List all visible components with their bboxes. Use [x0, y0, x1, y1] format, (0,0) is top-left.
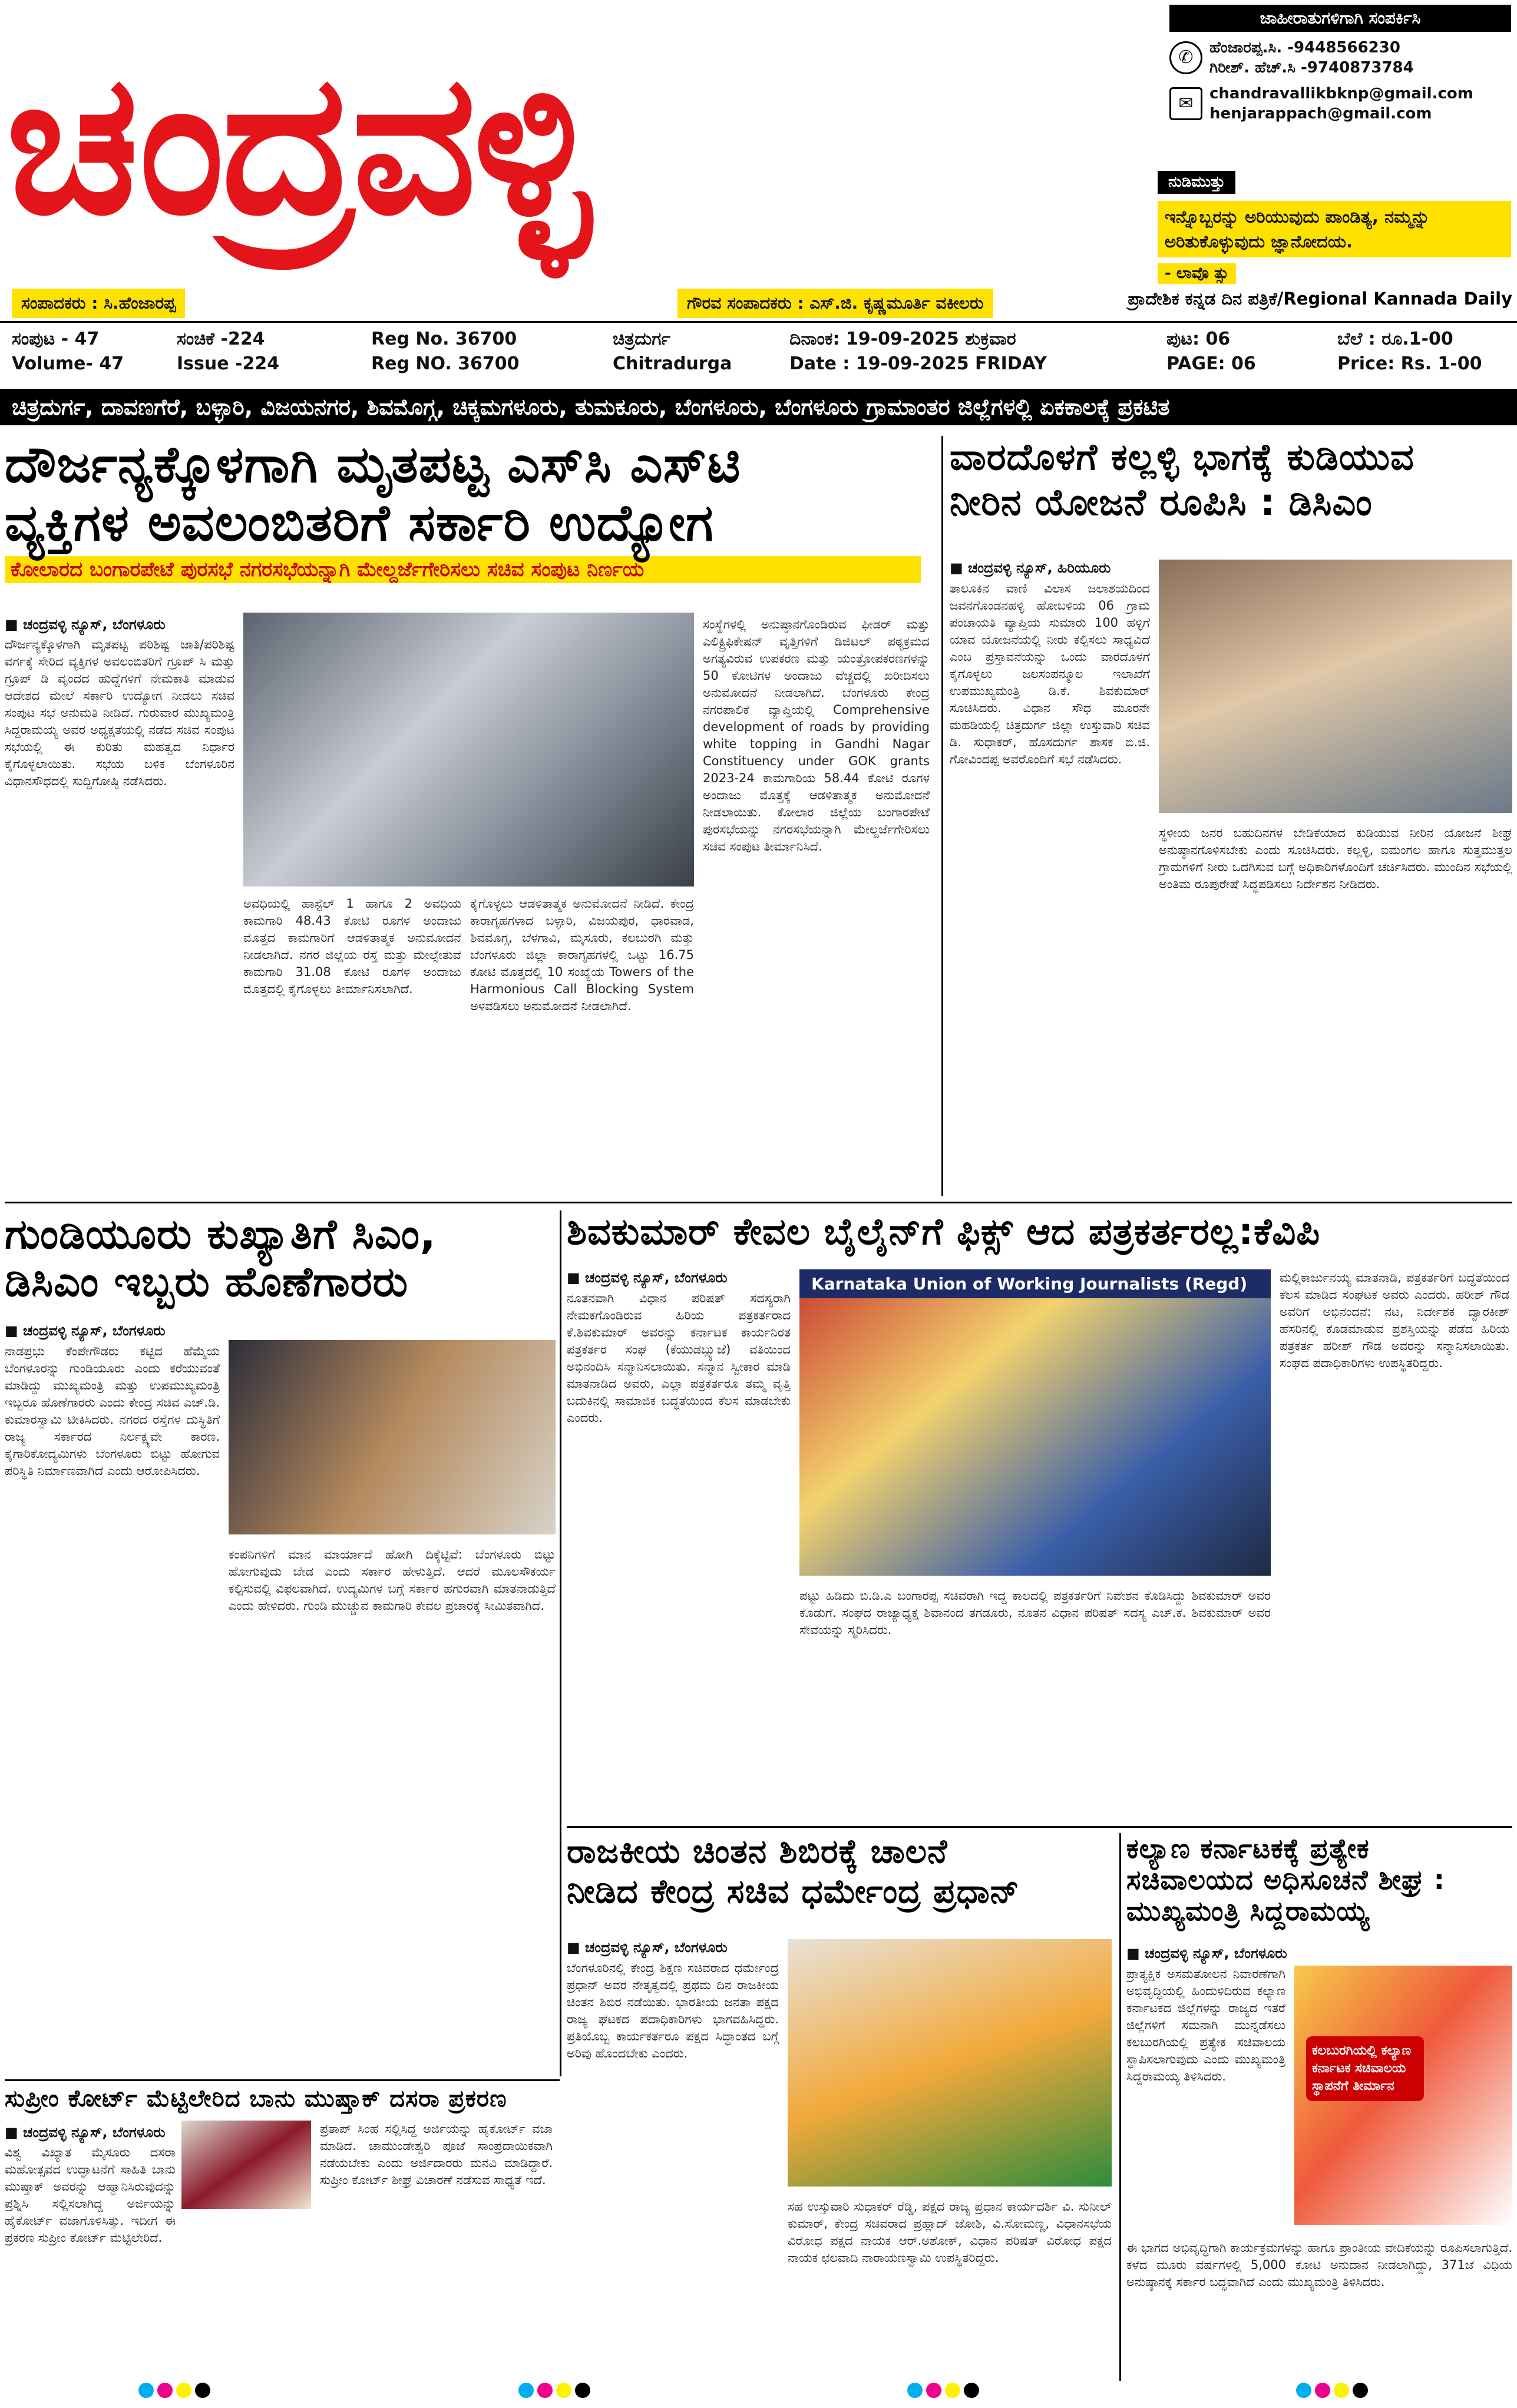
phone-line-1: ಹೆಂಜಾರಪ್ಪ.ಸಿ. -9448566230: [1209, 39, 1400, 57]
page-en: PAGE: 06: [1166, 353, 1256, 374]
headline-line-2: ಡಿಸಿಎಂ ಇಬ್ಬರು ಹೊಣೆಗಾರರು: [5, 1257, 408, 1306]
article-column-4: ಸಂಸ್ಥೆಗಳಲ್ಲಿ ಅನುಷ್ಠಾನಗೊಂಡಿರುವ ಫೀಡರ್ ಮತ್ತು ಎಲಿಕ್ಟ್ರಿಫಿಕೇಷನ್ ವೃತ್ತಿಗಳಿಗೆ ಡಿಜಿಟಲ್ ಪಠ್ಯಕ್ರಮದ ಅಗತ್ಯವಿರುವ ಉಪಕರಣ ಮತ್ತು ಯಂತ್ರೋಪಕರಣಗಳನ್ನು 50 ಕೋಟಿಗಳ ಅಂದಾಜು ವೆಚ್ಚದಲ್ಲಿ ಖರೀದಿಸಲು ಅನುಮೋದನೆ ನೀಡಲಾಗಿದೆ. ಬೆಂಗಳೂರು ಕೇಂದ್ರ ನಗರಪಾಲಿಕೆ ವ್ಯಾಪ್ತಿಯಲ್ಲಿ Comprehensive development of roads by providing white topping in Gandhi Nagar Constituency under GOK grants 2023-24 ಕಾಮಗಾರಿಯ 58.44 ಕೋಟಿ ರೂಗಳ ಅಂದಾಜು ಮೊತ್ತಕ್ಕೆ ಆಡಳಿತಾತ್ಮಕ ಅನುಮೋದನೆ ನೀಡಲಾಯಿತು. ಕೋಲಾರ ಜಿಲ್ಲೆಯ ಬಂಗಾರಪೇಟೆ ಪುರಸಭೆಯನ್ನು ನಗರಸಭೆಯನ್ನಾಗಿ ಮೇಲ್ದರ್ಜೆಗೇರಿಸಲು ಸಚಿವ ಸಂಪುಟ ತೀರ್ಮಾನಿಸಿದೆ.: [703, 617, 930, 854]
headline-line-2: ಸಚಿವಾಲಯದ ಅಧಿಸೂಚನೆ ಶೀಘ್ರ :: [1126, 1863, 1446, 1896]
article-column-1: ಪ್ರಾತ್ಯಕ್ಷಿಕ ಅಸಮತೋಲನ ನಿವಾರಣೆಗಾಗಿ ಅಭಿವೃದ್ಧಿಯಲ್ಲಿ ಹಿಂದುಳಿದಿರುವ ಕಲ್ಯಾಣ ಕರ್ನಾಟಕದ ಜಿಲ್ಲೆಗಳನ್ನು ರಾಜ್ಯದ ಇತರೆ ಜಿಲ್ಲೆಗಳಿಗೆ ಸಮನಾಗಿ ಮುನ್ನಡೆಸಲು ಕಲಬುರಗಿಯಲ್ಲಿ ಪ್ರತ್ಯೇಕ ಸಚಿವಾಲಯ ಸ್ಥಾಪಿಸಲಾಗುವುದು ಎಂದು ಮುಖ್ಯಮಂತ್ರಿ ಸಿದ್ದರಾಮಯ್ಯ ತಿಳಿಸಿದರು.: [1126, 1967, 1285, 2083]
article-column-1: ಬೆಂಗಳೂರಿನಲ್ಲಿ ಕೇಂದ್ರ ಶಿಕ್ಷಣ ಸಚಿವರಾದ ಧರ್ಮೇಂದ್ರ ಪ್ರಧಾನ್ ಅವರ ನೇತೃತ್ವದಲ್ಲಿ ಪ್ರಥಮ ದಿನ ರಾಜಕೀಯ ಚಿಂತನ ಶಿಬಿರ ನಡೆಯಿತು. ಭಾರತೀಯ ಜನತಾ ಪಕ್ಷದ ರಾಜ್ಯ ಘಟಕದ ಪದಾಧಿಕಾರಿಗಳು ಭಾಗವಹಿಸಿದ್ದರು. ಪ್ರತಿಯೊಬ್ಬ ಕಾರ್ಯಕರ್ತರೂ ಪಕ್ಷದ ಸಿದ್ಧಾಂತದ ಬಗ್ಗೆ ಅರಿವು ಹೊಂದಬೇಕು ಎಂದರು.: [567, 1961, 779, 2060]
byline: ■ ಚಂದ್ರವಳ್ಳಿ ನ್ಯೂಸ್, ಬೆಂಗಳೂರು: [5, 616, 166, 633]
email-icon: ✉: [1169, 87, 1202, 120]
meeting-photo: [1159, 560, 1512, 813]
byline: ■ ಚಂದ್ರವಳ್ಳಿ ನ್ಯೂಸ್, ಬೆಂಗಳೂರು: [567, 1939, 728, 1956]
announcement-poster: [1294, 1966, 1512, 2225]
byline: ■ ಚಂದ್ರವಳ್ಳಿ ನ್ಯೂಸ್, ಬೆಂಗಳೂರು: [5, 2124, 166, 2141]
phone-row: [1169, 38, 1511, 78]
phone-icon: ✆: [1169, 41, 1202, 74]
place-en: Chitradurga: [613, 353, 732, 374]
article-column-1: ದೌರ್ಜನ್ಯಕ್ಕೊಳಗಾಗಿ ಮೃತಪಟ್ಟ ಪರಿಶಿಷ್ಟ ಜಾತಿ/ಪರಿಶಿಷ್ಟ ವರ್ಗಕ್ಕೆ ಸೇರಿದ ವ್ಯಕ್ತಿಗಳ ಅವಲಂಬಿತರಿಗೆ ಗ್ರೂಪ್ ಸಿ ಮತ್ತು ಗ್ರೂಪ್ ಡಿ ವೃಂದದ ಹುದ್ದೆಗಳಿಗೆ ನೇಮಕಾತಿ ಮಾಡುವ ಆದೇಶದ ಮೇಲೆ ಸರ್ಕಾರಿ ಉದ್ಯೋಗ ನೀಡಲು ಸಚಿವ ಸಂಪುಟ ಸಭೆ ಅನುಮತಿ ನೀಡಿದೆ. ಗುರುವಾರ ಮುಖ್ಯಮಂತ್ರಿ ಸಿದ್ದರಾಮಯ್ಯ ಅವರ ಅಧ್ಯಕ್ಷತೆಯಲ್ಲಿ ನಡೆದ ಸಚಿವ ಸಂಪುಟ ಸಭೆಯಲ್ಲಿ ಈ ಕುರಿತು ಮಹತ್ವದ ನಿರ್ಧಾರ ಕೈಗೊಳ್ಳಲಾಯಿತು. ಸಭೆಯ ಬಳಿಕ ಬೆಂಗಳೂರಿನ ವಿಧಾನಸೌಧದಲ್ಲಿ ಸುದ್ದಿಗೋಷ್ಠಿ ನಡೆಸಿದರು.: [5, 637, 234, 788]
headline-line-1: ಕಲ್ಯಾಣ ಕರ್ನಾಟಕಕ್ಕೆ ಪ್ರತ್ಯೇಕ: [1126, 1833, 1370, 1864]
article-column-1: ನೂತನವಾಗಿ ವಿಧಾನ ಪರಿಷತ್ ಸದಸ್ಯರಾಗಿ ನೇಮಕಗೊಂಡಿರುವ ಹಿರಿಯ ಪತ್ರಕರ್ತರಾದ ಕೆ.ಶಿವಕುಮಾರ್ ಅವರನ್ನು ಕರ್ನಾಟಕ ಕಾರ್ಯನಿರತ ಪತ್ರಕರ್ತರ ಸಂಘ (ಕೆಯುಡಬ್ಲ್ಯುಜೆ) ವತಿಯಿಂದ ಅಭಿನಂದಿಸಿ ಸನ್ಮಾನಿಸಲಾಯಿತು. ಸನ್ಮಾನ ಸ್ವೀಕಾರ ಮಾಡಿ ಮಾತನಾಡಿದ ಅವರು, ಎಲ್ಲಾ ಪತ್ರಕರ್ತರೂ ತಮ್ಮ ವೃತ್ತಿ ಬದುಕಿನಲ್ಲಿ ಸಾಮಾಜಿಕ ಬದ್ಧತೆಯಿಂದ ಕೆಲಸ ಮಾಡಬೇಕು ಎಂದರು.: [567, 1291, 791, 1425]
headline-line-2: ನೀಡಿದ ಕೇಂದ್ರ ಸಚಿವ ಧರ್ಮೇಂದ್ರ ಪ್ರಧಾನ್: [567, 1873, 1020, 1911]
leaders-photo: [229, 1340, 556, 1534]
quote-author: - ಲಾವೊ ತ್ಸು: [1158, 263, 1236, 284]
honorary-editor: ಗೌರವ ಸಂಪಾದಕರು : ಎಸ್.ಜಿ. ಕೃಷ್ಣಮೂರ್ತಿ ವಕೀಲರು: [677, 289, 993, 318]
tagline: ಪ್ರಾದೇಶಿಕ ಕನ್ನಡ ದಿನ ಪತ್ರಿಕೆ/Regional Kannada Daily: [1128, 289, 1512, 309]
column-divider: [560, 1210, 561, 2076]
headline: ಶಿವಕುಮಾರ್ ಕೇವಲ ಬೈಲೈನ್‌ಗೆ ಫಿಕ್ಸ್ ಆದ ಪತ್ರಕರ್ತರಲ್ಲ:ಕೆವಿಪಿ: [567, 1210, 1321, 1253]
byline: ■ ಚಂದ್ರವಳ್ಳಿ ನ್ಯೂಸ್, ಬೆಂಗಳೂರು: [1126, 1945, 1287, 1962]
cabinet-meeting-photo: [243, 613, 694, 887]
newspaper-logo: ಚಂದ್ರವಳ್ಳಿ: [6, 31, 588, 257]
phone-line-2: ಗಿರೀಶ್. ಹೆಚ್.ಸಿ -9740873784: [1209, 59, 1414, 77]
date-en: Date : 19-09-2025 FRIDAY: [789, 353, 1047, 374]
article-column-3: ಮಲ್ಲಿಕಾರ್ಜುನಯ್ಯ ಮಾತನಾಡಿ, ಪತ್ರಕರ್ತರಿಗೆ ಬದ್ಧತೆಯಿಂದ ಕೆಲಸ ಮಾಡಿದ ಸಂಘಟಕ ಅವರು ಎಂದರು. ಹರೀಶ್ ಗೌಡ ಅವರಿಗೆ ಅಭಿನಂದನೆ: ನಟ, ನಿರ್ದೇಶಕ ದ್ವಾರಕೀಶ್ ಹೆಸರಿನಲ್ಲಿ ಕೊಡಮಾಡುವ ಪ್ರಶಸ್ತಿಯನ್ನು ಪಡೆದ ಹಿರಿಯ ಪತ್ರಕರ್ತ ಹರೀಶ್ ಗೌಡ ಅವರನ್ನು ಸನ್ಮಾನಿಸಲಾಯಿತು. ಸಂಘದ ಪದಾಧಿಕಾರಿಗಳು ಉಪಸ್ಥಿತರಿದ್ದರು.: [1280, 1271, 1509, 1370]
color-registration-marks: [518, 2383, 590, 2398]
samputa-kn: ಸಂಪುಟ - 47: [12, 329, 100, 349]
felicitation-photo: [799, 1269, 1271, 1576]
article-column-2: ಕಂಪನಿಗಳಿಗೆ ಮಾನ ಮಾರ್ಯಾದೆ ಹೋಗಿ ದಿಕ್ಕೆಟ್ಟಿವೆ: ಬೆಂಗಳೂರು ಬಿಟ್ಟು ಹೋಗುವುದು ಬೇಡ ಎಂದು ಸರ್ಕಾರ ಹೇಳುತ್ತಿದೆ. ಆದರೆ ಮೂಲಸೌಕರ್ಯ ಕಲ್ಪಿಸುವಲ್ಲಿ ವಿಫಲವಾಗಿದೆ. ಉದ್ಯಮಿಗಳ ಬಗ್ಗೆ ಸರ್ಕಾರ ಹಗುರವಾಗಿ ಮಾತನಾಡುತ್ತಿದೆ ಎಂದು ಹೇಳಿದರು. ಗುಂಡಿ ಮುಚ್ಚುವ ಕಾಮಗಾರಿ ಕೇವಲ ಪ್ರಚಾರಕ್ಕೆ ಸೀಮಿತವಾಗಿದೆ.: [229, 1547, 556, 1613]
headline-line-1: ದೌರ್ಜನ್ಯಕ್ಕೊಳಗಾಗಿ ಮೃತಪಟ್ಟ ಎಸ್‌ಸಿ ಎಸ್‌ಟಿ: [5, 435, 741, 494]
article-drinking-water-project: [950, 436, 1512, 1196]
camp-inauguration-photo: [788, 1939, 1112, 2187]
article-column-2: ಸ್ಥಳೀಯ ಜನರ ಬಹುದಿನಗಳ ಬೇಡಿಕೆಯಾದ ಕುಡಿಯುವ ನೀರಿನ ಯೋಜನೆ ಶೀಘ್ರ ಅನುಷ್ಠಾನಗೊಳಿಸಬೇಕು ಎಂದು ಸೂಚಿಸಿದರು. ಕಲ್ಲಳ್ಳಿ, ಐಮಂಗಲ ಹಾಗೂ ಸುತ್ತಮುತ್ತಲ ಗ್ರಾಮಗಳಿಗೆ ನೀರು ಒದಗಿಸುವ ಬಗ್ಗೆ ಅಧಿಕಾರಿಗಳೊಂದಿಗೆ ಚರ್ಚಿಸಿದರು. ಮುಂದಿನ ಸಭೆಯಲ್ಲಿ ಅಂತಿಮ ರೂಪುರೇಷೆ ಸಿದ್ಧಪಡಿಸಲು ನಿರ್ದೇಶನ ನೀಡಿದರು.: [1159, 826, 1512, 891]
quote-tag: ನುಡಿಮುತ್ತು: [1158, 171, 1235, 194]
article-column-2: ಸಹ ಉಸ್ತುವಾರಿ ಸುಧಾಕರ್ ರೆಡ್ಡಿ, ಪಕ್ಷದ ರಾಜ್ಯ ಪ್ರಧಾನ ಕಾರ್ಯದರ್ಶಿ ವಿ. ಸುನೀಲ್ ಕುಮಾರ್, ಕೇಂದ್ರ ಸಚಿವರಾದ ಪ್ರಹ್ಲಾದ್ ಜೋಶಿ, ವಿ.ಸೋಮಣ್ಣ, ವಿಧಾನಸಭೆಯ ವಿರೋಧ ಪಕ್ಷದ ನಾಯಕ ಆರ್.ಅಶೋಕ್, ವಿಧಾನ ಪರಿಷತ್ ವಿರೋಧ ಪಕ್ಷದ ನಾಯಕ ಛಲವಾದಿ ನಾರಾಯಣಸ್ವಾಮಿ ಉಪಸ್ಥಿತರಿದ್ದರು.: [788, 2199, 1112, 2265]
article-column-2: ಈ ಭಾಗದ ಅಭಿವೃದ್ಧಿಗಾಗಿ ಕಾರ್ಯಕ್ರಮಗಳನ್ನು ಹಾಗೂ ಪ್ರಾಂತೀಯ ವೇದಿಕೆಯನ್ನು ರೂಪಿಸಲಾಗುತ್ತಿದೆ. ಕಳೆದ ಮೂರು ವರ್ಷಗಳಲ್ಲಿ 5,000 ಕೋಟಿ ಅನುದಾನ ನೀಡಲಾಗಿದ್ದು, 371ಜೆ ವಿಧಿಯ ಅನುಷ್ಠಾನಕ್ಕೆ ಸರ್ಕಾರ ಬದ್ಧವಾಗಿದೆ ಎಂದು ಮುಖ್ಯಮಂತ್ರಿ ತಿಳಿಸಿದರು.: [1126, 2241, 1512, 2289]
article-column-2: ಪ್ರತಾಪ್ ಸಿಂಹ ಸಲ್ಲಿಸಿದ್ದ ಅರ್ಜಿಯನ್ನು ಹೈಕೋರ್ಟ್ ವಜಾ ಮಾಡಿದೆ. ಚಾಮುಂಡೇಶ್ವರಿ ಪೂಜೆ ಸಾಂಪ್ರದಾಯಿಕವಾಗಿ ನಡೆಯಬೇಕು ಎಂದು ಅರ್ಜಿದಾರರು ಮನವಿ ಮಾಡಿದ್ದಾರೆ. ಸುಪ್ರೀಂ ಕೋರ್ಟ್ ಶೀಘ್ರ ವಿಚಾರಣೆ ನಡೆಸುವ ಸಾಧ್ಯತೆ ಇದೆ.: [320, 2122, 553, 2187]
headline-line-3: ಮುಖ್ಯಮಂತ್ರಿ ಸಿದ್ದರಾಮಯ್ಯ: [1126, 1894, 1370, 1927]
article-potholes-criticism: [5, 1210, 556, 2076]
article-column-2: ಪಟ್ಟು ಹಿಡಿದು ಬಿ.ಡಿ.ಎ ಬಂಗಾರಪ್ಪ ಸಚಿವರಾಗಿ ಇದ್ದ ಕಾಲದಲ್ಲಿ ಪತ್ರಕರ್ತರಿಗೆ ನಿವೇಶನ ಕೊಡಿಸಿದ್ದು ಶಿವಕುಮಾರ್ ಅವರ ಕೊಡುಗೆ. ಸಂಘದ ರಾಜ್ಯಾಧ್ಯಕ್ಷ ಶಿವಾನಂದ ತಗಡೂರು, ನೂತನ ವಿಧಾನ ಪರಿಷತ್ ಸದಸ್ಯ ಎಚ್.ಕೆ. ಶಿವಕುಮಾರ್ ಅವರ ಸೇವೆಯನ್ನು ಸ್ಮರಿಸಿದರು.: [799, 1589, 1271, 1637]
section-divider: [5, 2079, 560, 2081]
headline-line-1: ಗುಂಡಿಯೂರು ಕುಖ್ಯಾತಿಗೆ ಸಿಎಂ,: [5, 1210, 437, 1258]
sanchike-kn: ಸಂಚಿಕೆ -224: [177, 329, 265, 349]
advertising-contact-box: [1169, 5, 1511, 167]
article-column-1: ತಾಲೂಕಿನ ವಾಣಿ ವಿಲಾಸ ಜಲಾಶಯದಿಂದ ಜವನಗೊಂಡನಹಳ್ಳಿ ಹೋಬಳಿಯ 06 ಗ್ರಾಮ ಪಂಚಾಯತಿ ವ್ಯಾಪ್ತಿಯ ಸುಮಾರು 100 ಹಳ್ಳಿಗೆ ಯಾವ ಯೋಜನೆಯಲ್ಲಿ ನೀರು ಕಲ್ಪಿಸಲು ಸಾಧ್ಯವಿದೆ ಎಂಬ ಪ್ರಸ್ತಾವನೆಯನ್ನು ಒಂದು ವಾರದೊಳಗೆ ಕೈಗೊಳ್ಳಲು ಜಲಸಂಪನ್ಮೂಲ ಇಲಾಖೆಗೆ ಉಪಮುಖ್ಯಮಂತ್ರಿ ಡಿ.ಕೆ. ಶಿವಕುಮಾರ್ ಸೂಚಿಸಿದರು. ವಿಧಾನ ಸೌಧ ಮೂರನೇ ಮಹಡಿಯಲ್ಲಿ ಚಿತ್ರದುರ್ಗ ಜಿಲ್ಲಾ ಉಸ್ತುವಾರಿ ಸಚಿವ ಡಿ. ಸುಧಾಕರ್, ಹೊಸದುರ್ಗ ಶಾಸಕ ಬಿ.ಜಿ. ಗೋವಿಂದಪ್ಪ ಅವರೊಂದಿಗೆ ಸಭೆ ನಡೆಸಿದರು.: [950, 581, 1150, 766]
price-en: Price: Rs. 1-00: [1337, 353, 1482, 374]
email-row: [1169, 84, 1511, 124]
column-divider: [1119, 1833, 1121, 2381]
article-journalist-felicitation: [567, 1210, 1512, 1823]
editor-name: ಸಂಪಾದಕರು : ಸಿ.ಹೆಂಜಾರಪ್ಪ: [12, 289, 185, 318]
contact-title: ಜಾಹೀರಾತುಗಳಿಗಾಗಿ ಸಂಪರ್ಕಿಸಿ: [1169, 5, 1511, 32]
subheadline: ಕೋಲಾರದ ಬಂಗಾರಪೇಟೆ ಪುರಸಭೆ ನಗರಸಭೆಯನ್ನಾಗಿ ಮೇಲ್ದರ್ಜೆಗೇರಿಸಲು ಸಚಿವ ಸಂಪುಟ ನಿರ್ಣಯ: [5, 556, 921, 583]
headline-line-2: ನೀರಿನ ಯೋಜನೆ ರೂಪಿಸಿ : ಡಿಸಿಎಂ: [950, 481, 1373, 524]
price-kn: ಬೆಲೆ : ರೂ.1-00: [1337, 329, 1453, 349]
date-kn: ದಿನಾಂಕ: 19-09-2025 ಶುಕ್ರವಾರ: [789, 329, 1016, 349]
byline: ■ ಚಂದ್ರವಳ್ಳಿ ನ್ಯೂಸ್, ಹಿರಿಯೂರು: [950, 560, 1111, 576]
email-line-1[interactable]: chandravallikbknp@gmail.com: [1209, 85, 1473, 102]
issue-info-bar: [0, 321, 1517, 386]
section-divider: [567, 1826, 1512, 1828]
supreme-court-photo: [181, 2121, 311, 2209]
article-kalyana-karnataka: [1126, 1833, 1512, 2381]
issue-en: Issue -224: [177, 353, 280, 374]
page-kn: ಪುಟ: 06: [1166, 329, 1231, 349]
article-column-1: ವಿಶ್ವ ವಿಖ್ಯಾತ ಮೈಸೂರು ದಸರಾ ಮಹೋತ್ಸವದ ಉದ್ಘಾಟನೆಗೆ ಸಾಹಿತಿ ಬಾನು ಮುಷ್ತಾಕ್ ಅವರನ್ನು ಆಹ್ವಾನಿಸಿರುವುದನ್ನು ಪ್ರಶ್ನಿಸಿ ಸಲ್ಲಿಸಲಾಗಿದ್ದ ಅರ್ಜಿಯನ್ನು ಹೈಕೋರ್ಟ್ ವಜಾಗೊಳಿಸಿತ್ತು. ಇದೀಗ ಈ ಪ್ರಕರಣ ಸುಪ್ರೀಂ ಕೋರ್ಟ್ ಮೆಟ್ಟಿಲೇರಿದೆ.: [5, 2145, 176, 2245]
headline-line-2: ವ್ಯಕ್ತಿಗಳ ಅವಲಂಬಿತರಿಗೆ ಸರ್ಕಾರಿ ಉದ್ಯೋಗ: [5, 493, 714, 553]
email-line-2[interactable]: henjarappach@gmail.com: [1209, 105, 1432, 123]
districts-bar: ಚಿತ್ರದುರ್ಗ, ದಾವಣಗೆರೆ, ಬಳ್ಳಾರಿ, ವಿಜಯನಗರ, ಶಿವಮೊಗ್ಗ, ಚಿಕ್ಕಮಗಳೂರು, ತುಮಕೂರು, ಬೆಂಗಳೂರು, ಬೆಂಗಳೂರು ಗ್ರಾಮಾಂತರ ಜಿಲ್ಲೆಗಳಲ್ಲಿ ಏಕಕಾಲಕ್ಕೆ ಪ್ರಕಟಿತ: [0, 389, 1517, 425]
headline-line-1: ರಾಜಕೀಯ ಚಿಂತನ ಶಿಬಿರಕ್ಕೆ ಚಾಲನೆ: [567, 1833, 948, 1871]
quote-of-the-day: [1158, 171, 1511, 295]
article-column-1: ನಾಡಪ್ರಭು ಕೆಂಪೇಗೌಡರು ಕಟ್ಟಿದ ಹೆಮ್ಮೆಯ ಬೆಂಗಳೂರನ್ನು ಗುಂಡಿಯೂರು ಎಂದು ಕರೆಯುವಂತೆ ಮಾಡಿದ್ದು ಮುಖ್ಯಮಂತ್ರಿ ಮತ್ತು ಉಪಮುಖ್ಯಮಂತ್ರಿ ಇಬ್ಬರೂ ಹೊಣೆಗಾರರು ಎಂದು ಕೇಂದ್ರ ಸಚಿವ ಎಚ್.ಡಿ. ಕುಮಾರಸ್ವಾಮಿ ಟೀಕಿಸಿದರು. ನಗರದ ರಸ್ತೆಗಳ ದುಸ್ಥಿತಿಗೆ ರಾಜ್ಯ ಸರ್ಕಾರದ ನಿರ್ಲಕ್ಷ್ಯವೇ ಕಾರಣ. ಕೈಗಾರಿಕೋದ್ಯಮಿಗಳು ಬೆಂಗಳೂರು ಬಿಟ್ಟು ಹೋಗುವ ಪರಿಸ್ಥಿತಿ ನಿರ್ಮಾಣವಾಗಿದೆ ಎಂದು ಆರೋಪಿಸಿದರು.: [5, 1344, 220, 1478]
article-supreme-court-dasara: [5, 2085, 556, 2380]
headline-line-1: ವಾರದೊಳಗೆ ಕಲ್ಲಳ್ಳಿ ಭಾಗಕ್ಕೆ ಕುಡಿಯುವ: [950, 435, 1414, 478]
reg-number-2: Reg NO. 36700: [371, 353, 520, 374]
poster-text: ಕಲಬುರಗಿಯಲ್ಲಿ ಕಲ್ಯಾಣ ಕರ್ನಾಟಕ ಸಚಿವಾಲಯ ಸ್ಥಾಪನೆಗೆ ತೀರ್ಮಾನ: [1306, 2036, 1424, 2101]
quote-text: ಇನ್ನೊಬ್ಬರನ್ನು ಅರಿಯುವುದು ಪಾಂಡಿತ್ಯ, ನಮ್ಮನ್ನು ಅರಿತುಕೊಳ್ಳುವುದು ಜ್ಞಾನೋದಯ.: [1158, 201, 1511, 257]
color-registration-marks: [907, 2383, 979, 2398]
article-cabinet-decisions: [5, 436, 936, 1196]
section-divider: [5, 1202, 1512, 1203]
article-political-camp: [567, 1833, 1115, 2381]
place-kn: ಚಿತ್ರದುರ್ಗ: [613, 329, 671, 349]
column-divider: [941, 436, 943, 1196]
headline: ಸುಪ್ರೀಂ ಕೋರ್ಟ್ ಮೆಟ್ಟಿಲೇರಿದ ಬಾನು ಮುಷ್ತಾಕ್ ದಸರಾ ಪ್ರಕರಣ: [5, 2085, 507, 2112]
photo-banner: Karnataka Union of Working Journalists (Regd): [799, 1269, 1271, 1298]
byline: ■ ಚಂದ್ರವಳ್ಳಿ ನ್ಯೂಸ್, ಬೆಂಗಳೂರು: [5, 1322, 166, 1339]
color-registration-marks: [1296, 2383, 1368, 2398]
editor-bar: [0, 289, 1517, 319]
article-column-3: ಕೈಗೊಳ್ಳಲು ಆಡಳಿತಾತ್ಮಕ ಅನುಮೋದನೆ ನೀಡಿದೆ. ಕೇಂದ್ರ ಕಾರಾಗೃಹಗಳಾದ ಬಳ್ಳಾರಿ, ವಿಜಯಪುರ, ಧಾರವಾಡ, ಶಿವಮೊಗ್ಗ, ಬೆಳಗಾವಿ, ಮೈಸೂರು, ಕಲಬುರಗಿ ಮತ್ತು ಬೆಂಗಳೂರು ಜಿಲ್ಲಾ ಕಾರಾಗೃಹಗಳಲ್ಲಿ ಒಟ್ಟು 16.75 ಕೋಟಿ ಮೊತ್ತದಲ್ಲಿ 10 ಸಂಖ್ಯೆಯ Towers of the Harmonious Call Blocking System ಅಳವಡಿಸಲು ಅನುಮೋದನೆ ನೀಡಲಾಗಿದೆ.: [470, 897, 694, 1013]
volume-en: Volume- 47: [12, 353, 124, 374]
article-column-2: ಅವಧಿಯಲ್ಲಿ ಹಾಸ್ಟೆಲ್ 1 ಹಾಗೂ 2 ಅವಧಿಯ ಕಾಮಗಾರಿ 48.43 ಕೋಟಿ ರೂಗಳ ಅಂದಾಜು ಮೊತ್ತದ ಕಾಮಗಾರಿಗೆ ಆಡಳಿತಾತ್ಮಕ ಅನುಮೋದನೆ ನೀಡಲಾಗಿದೆ. ನಗರ ಜಿಲ್ಲೆಯ ರಸ್ತೆ ಮತ್ತು ಮೇಲ್ಸೇತುವೆ ಕಾಮಗಾರಿ 31.08 ಕೋಟಿ ರೂಗಳ ಅಂದಾಜು ಮೊತ್ತದಲ್ಲಿ ಕೈಗೊಳ್ಳಲು ತೀರ್ಮಾನಿಸಲಾಗಿದೆ.: [243, 897, 461, 996]
color-registration-marks: [138, 2383, 210, 2398]
reg-number-1: Reg No. 36700: [371, 329, 517, 349]
byline: ■ ಚಂದ್ರವಳ್ಳಿ ನ್ಯೂಸ್, ಬೆಂಗಳೂರು: [567, 1269, 728, 1286]
